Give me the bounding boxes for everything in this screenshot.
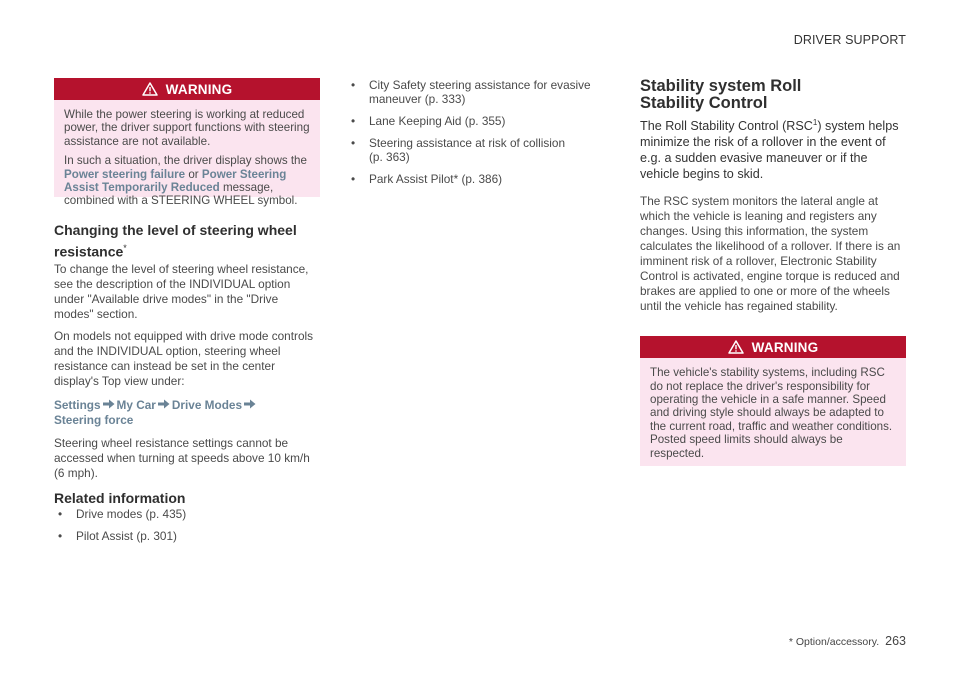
warning-text: In such a situation, the driver display shows the Power steering failure or Power Steering Assist Temporarily Reduced message, combined with a STEERING WHEEL symbol. <box>64 154 307 208</box>
path-step: Settings <box>54 397 101 412</box>
path-step: Steering force <box>54 412 134 427</box>
section-title: Stability system Roll Stability Control <box>640 77 802 112</box>
list-item[interactable]: • Park Assist Pilot* (p. 386) <box>351 172 503 186</box>
section-heading: Changing the level of steering wheel resistance* <box>54 222 297 260</box>
page-footer <box>789 634 906 648</box>
list-item[interactable]: • City Safety steering assistance for evasive maneuver (p. 333) <box>351 78 591 106</box>
footnote-marker: 1 <box>812 118 818 127</box>
related-list <box>54 507 320 543</box>
body-text: To change the level of steering wheel resistance, see the description of the INDIVIDUAL option under "Available drive modes" in the "Drive modes" section. <box>54 261 309 321</box>
warning-label: WARNING <box>165 81 233 97</box>
warning-text: While the power steering is working at reduced power, the driver support functions with steering assistance are not available. <box>64 108 310 148</box>
warning-text: The vehicle's stability systems, including RSC do not replace the driver's responsibility for operating the vehicle in a safe manner. Speed and driving style should always be adapted to the current road, traffic and weather conditions. Posted speed limits should always be respected. <box>650 366 893 460</box>
message-name: Power steering failure <box>64 167 186 181</box>
running-head: DRIVER SUPPORT <box>793 33 906 47</box>
page-number: 263 <box>885 634 906 648</box>
warning-box <box>640 336 906 466</box>
list-item[interactable]: • Lane Keeping Aid (p. 355) <box>351 114 506 128</box>
column-right <box>640 78 906 466</box>
body-text: Steering wheel resistance settings cannot be accessed when turning at speeds above 10 km/h (6 mph). <box>54 435 310 480</box>
warning-body <box>54 100 320 208</box>
arrow-right-icon <box>158 399 170 409</box>
warning-label: WARNING <box>751 339 819 355</box>
warning-triangle-icon <box>728 340 744 354</box>
menu-path <box>54 398 320 428</box>
list-item[interactable]: • Pilot Assist (p. 301) <box>58 528 177 543</box>
list-item[interactable]: • Drive modes (p. 435) <box>58 506 187 521</box>
warning-header <box>54 78 320 100</box>
related-list-continued <box>347 78 607 186</box>
message-name: Power Steering Assist Temporarily Reduced <box>64 167 287 195</box>
warning-body <box>640 358 906 466</box>
lead-text: The Roll Stability Control (RSC$^1$) system helps minimize the risk of a rollover in the event of e.g. a sudden evasive maneuver or if the vehicle begins to skid. <box>640 118 899 182</box>
column-left <box>54 78 320 543</box>
path-step: Drive Modes <box>171 397 243 412</box>
body-text: On models not equipped with drive mode controls and the INDIVIDUAL option, steering wheel resistance can instead be set in the center display's Top view under: <box>54 328 314 388</box>
path-step: My Car <box>116 397 156 412</box>
option-mark: * <box>123 243 127 253</box>
arrow-right-icon <box>244 399 256 409</box>
related-heading: Related information <box>54 489 186 506</box>
body-text: The RSC system monitors the lateral angle at which the vehicle is leaning and registers any changes. Using this information, the system calculates the likelihood of a rollover. If there is an imminent risk of a rollover, Electronic Stability Control is activated, engine torque is reduced and brakes are applied to one or more of the wheels until the vehicle has regained stability. <box>640 194 901 314</box>
warning-triangle-icon <box>142 82 158 96</box>
arrow-right-icon <box>103 399 115 409</box>
warning-box <box>54 78 320 208</box>
warning-header <box>640 336 906 358</box>
list-item[interactable]: • Steering assistance at risk of collision (p. 363) <box>351 136 566 164</box>
footnote-text: * Option/accessory. <box>788 636 880 648</box>
column-middle <box>347 78 607 186</box>
